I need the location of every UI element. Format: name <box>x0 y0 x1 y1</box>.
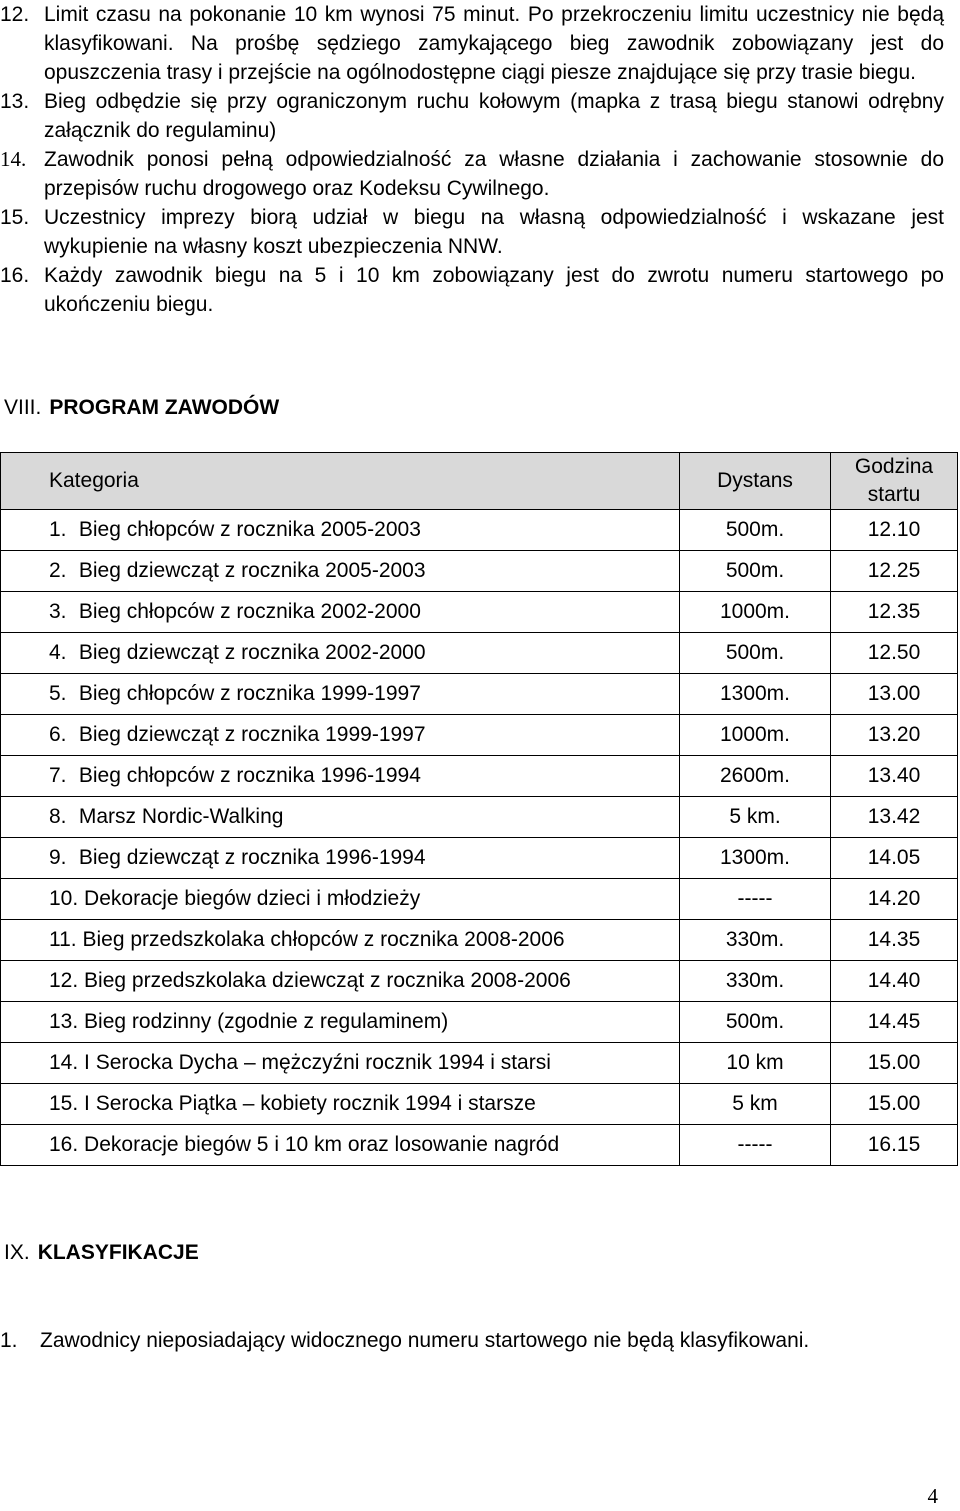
table-row <box>1 879 958 920</box>
category-text: Bieg przedszkolaka dziewcząt z rocznika 2008-2006 <box>84 969 571 992</box>
category-cell <box>1 961 680 1002</box>
distance-cell: 1300m. <box>680 838 831 879</box>
distance-cell: 1300m. <box>680 674 831 715</box>
rule-text: Bieg odbędzie się przy ograniczonym ruchu kołowym (mapka z trasą biegu stanowi odrębny załącznik do regulaminu) <box>44 90 944 142</box>
distance-cell: 500m. <box>680 1002 831 1043</box>
start-time-cell: 12.50 <box>831 633 958 674</box>
section-heading-klasyfikacje <box>4 1241 199 1265</box>
category-cell <box>1 838 680 879</box>
table-row <box>1 674 958 715</box>
category-cell <box>1 1125 680 1166</box>
category-cell <box>1 674 680 715</box>
section-heading-program <box>4 396 279 420</box>
start-time-cell: 14.35 <box>831 920 958 961</box>
category-cell <box>1 797 680 838</box>
category-text: Bieg chłopców z rocznika 1999-1997 <box>78 682 421 705</box>
category-text: Bieg dziewcząt z rocznika 1999-1997 <box>78 723 426 746</box>
rule-number: 14. <box>0 147 27 171</box>
row-number: 16. <box>49 1133 79 1156</box>
table-row <box>1 592 958 633</box>
rule-text: Każdy zawodnik biegu na 5 i 10 km zobowiązany jest do zwrotu numeru startowego po ukończeniu biegu. <box>44 264 944 316</box>
rule-number: 16. <box>0 264 30 287</box>
category-cell <box>1 1043 680 1084</box>
category-cell <box>1 920 680 961</box>
rule-15 <box>0 203 944 261</box>
row-number: 9. <box>49 846 67 869</box>
distance-cell: 2600m. <box>680 756 831 797</box>
category-cell <box>1 551 680 592</box>
rule-14 <box>0 145 944 203</box>
start-time-cell: 13.00 <box>831 674 958 715</box>
start-time-cell: 13.42 <box>831 797 958 838</box>
category-text: Bieg przedszkolaka chłopców z rocznika 2008-2006 <box>82 928 565 951</box>
category-text: Bieg dziewcząt z rocznika 2002-2000 <box>78 641 426 664</box>
start-time-cell: 14.05 <box>831 838 958 879</box>
category-cell <box>1 510 680 551</box>
distance-cell: 1000m. <box>680 715 831 756</box>
klasyfikacja-number: 1. <box>0 1329 18 1352</box>
rule-text: Uczestnicy imprezy biorą udział w biegu na własną odpowiedzialność i wskazane jest wykupienie na własny koszt ubezpieczenia NNW. <box>44 206 944 258</box>
category-cell <box>1 715 680 756</box>
table-row <box>1 715 958 756</box>
header-start-time: Godzina startu <box>831 453 958 510</box>
distance-cell: ----- <box>680 1125 831 1166</box>
category-text: Marsz Nordic-Walking <box>78 805 284 828</box>
category-cell <box>1 1084 680 1125</box>
row-number: 15. <box>49 1092 79 1115</box>
table-row <box>1 838 958 879</box>
table-row <box>1 961 958 1002</box>
table-row <box>1 510 958 551</box>
start-time-cell: 15.00 <box>831 1084 958 1125</box>
category-text: Bieg chłopców z rocznika 1996-1994 <box>78 764 421 787</box>
rule-text: Zawodnik ponosi pełną odpowiedzialność za własne działania i zachowanie stosownie do przepisów ruchu drogowego oraz Kodeksu Cywilnego. <box>44 148 944 200</box>
table-row <box>1 756 958 797</box>
category-text: Bieg dziewcząt z rocznika 1996-1994 <box>78 846 426 869</box>
start-time-cell: 12.10 <box>831 510 958 551</box>
table-row <box>1 1084 958 1125</box>
header-distance: Dystans <box>680 453 831 510</box>
table-header-row <box>1 453 958 510</box>
start-time-cell: 15.00 <box>831 1043 958 1084</box>
category-text: I Serocka Dycha – mężczyźni rocznik 1994 i starsi <box>84 1051 551 1074</box>
distance-cell: ----- <box>680 879 831 920</box>
row-number: 14. <box>49 1051 79 1074</box>
klasyfikacja-1 <box>0 1326 944 1355</box>
row-number: 4. <box>49 641 67 664</box>
distance-cell: 5 km. <box>680 797 831 838</box>
table-row <box>1 920 958 961</box>
distance-cell: 330m. <box>680 920 831 961</box>
row-number: 5. <box>49 682 67 705</box>
distance-cell: 10 km <box>680 1043 831 1084</box>
category-text: I Serocka Piątka – kobiety rocznik 1994 i starsze <box>84 1092 536 1115</box>
table-row <box>1 797 958 838</box>
section-number: VIII. <box>4 396 42 419</box>
section-title: KLASYFIKACJE <box>37 1241 199 1264</box>
category-cell <box>1 756 680 797</box>
rule-number: 12. <box>0 3 30 26</box>
rule-number: 13. <box>0 90 30 113</box>
category-text: Bieg dziewcząt z rocznika 2005-2003 <box>78 559 426 582</box>
table-row <box>1 1043 958 1084</box>
distance-cell: 500m. <box>680 510 831 551</box>
rule-number: 15. <box>0 206 30 229</box>
row-number: 12. <box>49 969 79 992</box>
rule-13 <box>0 87 944 145</box>
rule-12 <box>0 0 944 87</box>
category-text: Bieg chłopców z rocznika 2002-2000 <box>78 600 421 623</box>
category-cell <box>1 1002 680 1043</box>
category-cell <box>1 633 680 674</box>
row-number: 2. <box>49 559 67 582</box>
rule-text: Limit czasu na pokonanie 10 km wynosi 75 minut. Po przekroczeniu limitu uczestnicy nie będą klasyfikowani. Na prośbę sędziego zamykającego bieg zawodnik zobowiązany jest do opuszczenia trasy i przejście na ogólnodostępne ciągi piesze znajdujące się przy trasie biegu. <box>44 3 944 84</box>
rule-16 <box>0 261 944 319</box>
distance-cell: 500m. <box>680 551 831 592</box>
table-row <box>1 633 958 674</box>
distance-cell: 1000m. <box>680 592 831 633</box>
table-row <box>1 551 958 592</box>
klasyfikacja-text: Zawodnicy nieposiadający widocznego numeru startowego nie będą klasyfikowani. <box>40 1329 810 1352</box>
start-time-cell: 12.35 <box>831 592 958 633</box>
start-time-cell: 14.20 <box>831 879 958 920</box>
row-number: 8. <box>49 805 67 828</box>
section-title: PROGRAM ZAWODÓW <box>49 396 280 419</box>
start-time-cell: 13.20 <box>831 715 958 756</box>
rules-list <box>0 0 944 319</box>
category-text: Bieg chłopców z rocznika 2005-2003 <box>78 518 421 541</box>
distance-cell: 330m. <box>680 961 831 1002</box>
row-number: 10. <box>49 887 79 910</box>
start-time-cell: 14.40 <box>831 961 958 1002</box>
table-row <box>1 1002 958 1043</box>
distance-cell: 500m. <box>680 633 831 674</box>
row-number: 1. <box>49 518 67 541</box>
distance-cell: 5 km <box>680 1084 831 1125</box>
row-number: 11. <box>49 928 77 951</box>
table-row <box>1 1125 958 1166</box>
category-cell <box>1 592 680 633</box>
klasyfikacje-list <box>0 1326 944 1355</box>
category-text: Bieg rodzinny (zgodnie z regulaminem) <box>84 1010 449 1033</box>
program-table <box>0 452 958 1166</box>
row-number: 6. <box>49 723 67 746</box>
start-time-cell: 13.40 <box>831 756 958 797</box>
start-time-cell: 16.15 <box>831 1125 958 1166</box>
page-number: 4 <box>927 1484 938 1508</box>
category-text: Dekoracje biegów dzieci i młodzieży <box>84 887 421 910</box>
program-table-body <box>1 510 958 1166</box>
row-number: 7. <box>49 764 67 787</box>
category-cell <box>1 879 680 920</box>
section-number: IX. <box>4 1241 30 1264</box>
start-time-cell: 12.25 <box>831 551 958 592</box>
row-number: 13. <box>49 1010 79 1033</box>
category-text: Dekoracje biegów 5 i 10 km oraz losowanie nagród <box>84 1133 560 1156</box>
header-category: Kategoria <box>1 453 680 510</box>
start-time-cell: 14.45 <box>831 1002 958 1043</box>
row-number: 3. <box>49 600 67 623</box>
